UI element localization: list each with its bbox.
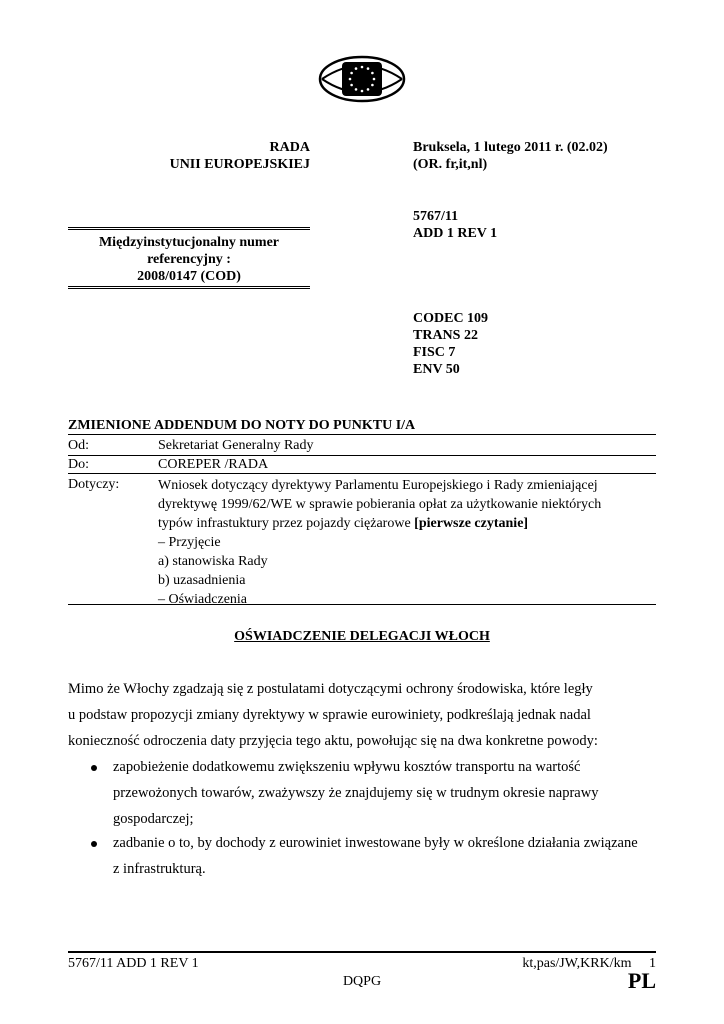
paragraph-line-1: Mimo że Włochy zgadzają się z postulatami dotyczącymi ochrony środowiska, które legły	[68, 681, 593, 697]
footer-rule	[68, 951, 656, 953]
bullet-2-line-2: z infrastrukturą.	[113, 861, 206, 877]
original-languages: (OR. fr,it,nl)	[413, 157, 488, 172]
note-title: ZMIENIONE ADDENDUM DO NOTY DO PUNKTU I/A	[68, 418, 416, 433]
statement-paragraph	[68, 676, 668, 754]
document-number	[413, 208, 713, 242]
subject-line-3-text: typów infrastuktury przez pojazdy ciężarowe	[158, 516, 415, 531]
header-right	[413, 139, 713, 173]
subject-rule	[68, 604, 656, 605]
bullet-1-line-2: przewożonych towarów, zważywszy że znajdujemy się w trudnym okresie naprawy	[113, 785, 599, 801]
subject-line-3	[158, 514, 658, 533]
council-line-1: RADA	[269, 140, 310, 155]
subject-item-statements: – Oświadczenia	[158, 592, 248, 607]
code-fisc: FISC 7	[413, 345, 456, 360]
subject-item-adoption: – Przyjęcie	[158, 535, 221, 550]
from-value: Sekretariat Generalny Rady	[158, 438, 314, 453]
bullet-2-dot	[91, 841, 97, 847]
bullet-2-line-1: zadbanie o to, by dochody z eurowiniet inwestowane były w określone działania związane	[113, 835, 638, 851]
subject-item-position: a) stanowiska Rady	[158, 554, 268, 569]
subject-label: Dotyczy:	[68, 477, 120, 492]
council-line-2: UNII EUROPEJSKIEJ	[169, 157, 310, 172]
subject-item-reasons: b) uzasadnienia	[158, 573, 246, 588]
bullet-1-text	[113, 754, 673, 832]
interinst-top-rule	[68, 227, 310, 228]
code-codec: CODEC 109	[413, 311, 489, 326]
footer-ref: 5767/11 ADD 1 REV 1	[68, 956, 199, 971]
doc-number: 5767/11	[413, 209, 459, 224]
statement-heading	[68, 628, 656, 645]
code-env: ENV 50	[413, 362, 460, 377]
eu-council-logo-icon	[318, 54, 406, 104]
footer-lang: PL	[627, 968, 656, 993]
note-title-rule	[68, 434, 656, 435]
from-label: Od:	[68, 438, 89, 453]
interinst-reference	[68, 234, 310, 285]
to-value: COREPER /RADA	[158, 457, 269, 472]
to-label: Do:	[68, 457, 89, 472]
bullet-1-line-3: gospodarczej;	[113, 811, 194, 827]
council-name	[100, 139, 310, 173]
from-rule	[68, 455, 656, 456]
doc-add: ADD 1 REV 1	[413, 226, 498, 241]
interinst-number: 2008/0147 (COD)	[137, 269, 241, 284]
statement-heading-text: OŚWIADCZENIE DELEGACJI WŁOCH	[234, 629, 490, 644]
interinst-label-1: Międzyinstytucjonalny numer	[98, 235, 280, 250]
place-date: Bruksela, 1 lutego 2011 r. (02.02)	[413, 140, 608, 155]
footer-initials-text: kt,pas/JW,KRK/km	[522, 956, 632, 971]
eu-council-logo	[318, 54, 406, 104]
interinst-top-rule-2	[68, 229, 310, 230]
subject-line-1: Wniosek dotyczący dyrektywy Parlamentu Europejskiego i Rady zmieniającej	[158, 478, 598, 493]
paragraph-line-2: u podstaw propozycji zmiany dyrektywy w sprawie eurowiniety, podkreślają jednak nadal	[68, 707, 591, 723]
paragraph-line-3: konieczność odroczenia daty przyjęcia tego aktu, powołując się na dwa konkretne powody:	[68, 733, 598, 749]
file-codes	[413, 310, 613, 378]
footer-dept: DQPG	[342, 974, 382, 989]
subject-line-2: dyrektywę 1999/62/WE w sprawie pobierania opłat za użytkowanie niektórych	[158, 497, 602, 512]
subject-reading-stage: [pierwsze czytanie]	[414, 516, 529, 531]
bullet-1-line-1: zapobieżenie dodatkowemu zwiększeniu wpływu kosztów transportu na wartość	[113, 759, 581, 775]
interinst-label-2: referencyjny :	[147, 252, 231, 267]
bullet-2-text	[113, 830, 673, 882]
interinst-bottom-rule-2	[68, 288, 310, 289]
interinst-bottom-rule	[68, 286, 310, 287]
code-trans: TRANS 22	[413, 328, 478, 343]
bullet-1-dot	[91, 765, 97, 771]
subject-text	[158, 476, 658, 609]
footer-page: 1	[649, 956, 656, 971]
to-rule	[68, 473, 656, 474]
